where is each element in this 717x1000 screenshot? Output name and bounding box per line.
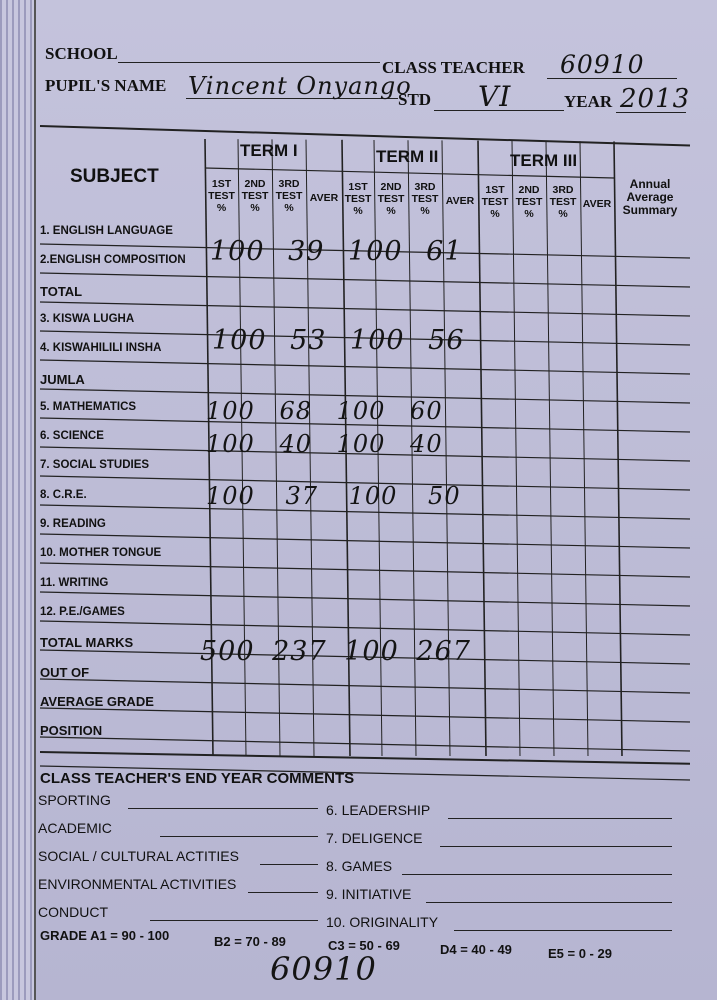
grid-line <box>40 737 690 751</box>
subject-row-label: 1. ENGLISH LANGUAGE <box>40 225 173 237</box>
grid-line <box>40 592 690 606</box>
grade-d4: D4 = 40 - 49 <box>440 942 512 957</box>
grid-line <box>40 360 690 374</box>
grid-line <box>40 621 690 635</box>
comment-label-right: 8. GAMES <box>326 858 393 874</box>
pupil-name-label: PUPIL'S NAME <box>45 76 167 95</box>
footer-number: 60910 <box>270 950 377 988</box>
sub-column-header: 3RD TEST % <box>275 178 303 214</box>
kiswahili-marks: 100 53 100 56 <box>212 325 465 356</box>
mathematics-marks: 100 68 100 60 <box>206 397 443 425</box>
grid-line <box>614 141 622 756</box>
sub-column-header: 1ST TEST % <box>208 178 235 214</box>
grade-c3: C3 = 50 - 69 <box>328 938 400 953</box>
subject-row-label: 7. SOCIAL STUDIES <box>40 459 150 472</box>
grid-line <box>546 141 554 756</box>
grid-line <box>478 141 486 756</box>
grid-line <box>40 534 690 548</box>
subject-row-label: TOTAL <box>40 283 83 299</box>
sub-column-header: 2ND TEST % <box>515 184 543 220</box>
subject-row-label: TOTAL MARKS <box>40 635 134 651</box>
term-2-header: TERM II <box>376 147 439 166</box>
subject-row-label: AVERAGE GRADE <box>40 693 154 709</box>
comment-label-right: 10. ORIGINALITY <box>326 914 439 930</box>
subject-row-label: 4. KISWAHILILI INSHA <box>40 342 162 355</box>
comment-label-right: 9. INITIATIVE <box>326 886 412 902</box>
sub-column-header: AVER <box>309 192 339 204</box>
std-value: VI <box>478 80 512 113</box>
sub-column-header: 1ST TEST % <box>344 181 372 217</box>
grid-line <box>512 141 520 756</box>
subject-row-label: 5. MATHEMATICS <box>40 400 137 413</box>
subject-row-label: 12. P.E./GAMES <box>40 605 125 618</box>
grid-line <box>40 302 690 316</box>
comment-line <box>160 836 318 837</box>
comment-label-left: ACADEMIC <box>38 820 112 836</box>
comment-label-right: 6. LEADERSHIP <box>326 802 431 818</box>
comment-line <box>248 892 318 893</box>
comment-line <box>448 818 672 819</box>
sub-column-header: 1ST TEST % <box>481 184 509 220</box>
year-value: 2013 <box>620 84 691 114</box>
sub-column-header: 2ND TEST % <box>377 181 405 217</box>
comment-label-left: SPORTING <box>38 792 111 808</box>
subject-row-label: 9. READING <box>40 518 106 530</box>
subject-row-label: 3. KISWA LUGHA <box>40 312 135 325</box>
subject-row-label: POSITION <box>40 723 103 739</box>
grade-a1: GRADE A1 = 90 - 100 <box>40 928 170 943</box>
pupil-name-value: Vincent Onyango <box>188 72 412 100</box>
science-marks: 100 40 100 40 <box>206 430 443 458</box>
grid-line <box>40 752 690 764</box>
grid-line <box>40 126 690 146</box>
grid-line <box>40 679 690 693</box>
grade-e5: E5 = 0 - 29 <box>548 946 612 961</box>
comment-label-left: ENVIRONMENTAL ACTIVITIES <box>38 876 237 892</box>
comment-label-left: CONDUCT <box>38 904 108 920</box>
total-marks-values: 500 237 100 267 <box>200 636 471 667</box>
annual-average-header: Annual Average Summary <box>622 177 678 217</box>
grade-b2: B2 = 70 - 89 <box>214 934 286 949</box>
subject-row-label: 11. WRITING <box>40 576 109 589</box>
grid-line <box>40 273 690 287</box>
sub-column-header: AVER <box>445 195 475 207</box>
year-label: YEAR <box>564 92 613 111</box>
sub-column-header: 2ND TEST % <box>241 178 269 214</box>
grid-line <box>40 708 690 722</box>
term-3-header: TERM III <box>510 151 578 170</box>
comment-line <box>260 864 318 865</box>
subject-row-label: 2.ENGLISH COMPOSITION <box>40 254 186 267</box>
grid-line <box>580 141 588 756</box>
comment-line <box>426 902 672 903</box>
subject-row-label: OUT OF <box>40 664 90 680</box>
subject-row-label: 8. C.R.E. <box>40 488 87 501</box>
comment-line <box>402 874 672 875</box>
comment-line <box>150 920 318 921</box>
english-marks: 100 39 100 61 <box>210 236 463 267</box>
term-1-header: TERM I <box>240 141 298 160</box>
subject-row-label: 6. SCIENCE <box>40 430 104 443</box>
class-teacher-value: 60910 <box>560 50 645 79</box>
subject-row-label: JUMLA <box>40 371 85 387</box>
comments-title: CLASS TEACHER'S END YEAR COMMENTS <box>40 770 355 787</box>
std-label: STD <box>398 90 432 109</box>
school-label: SCHOOL <box>45 44 118 63</box>
subject-header: SUBJECT <box>70 166 159 187</box>
comment-line <box>454 930 672 931</box>
comment-label-left: SOCIAL / CULTURAL ACTITIES <box>38 848 239 864</box>
class-teacher-label: CLASS TEACHER <box>382 58 525 77</box>
comment-line <box>128 808 318 809</box>
sub-column-header: 3RD TEST % <box>411 181 439 217</box>
comment-line <box>440 846 672 847</box>
subject-row-label: 10. MOTHER TONGUE <box>40 547 162 560</box>
sub-column-header: AVER <box>582 198 612 210</box>
comment-label-right: 7. DELIGENCE <box>326 830 423 846</box>
sub-column-header: 3RD TEST % <box>549 184 577 220</box>
grid-line <box>40 563 690 577</box>
cre-marks: 100 37 100 50 <box>206 482 461 510</box>
